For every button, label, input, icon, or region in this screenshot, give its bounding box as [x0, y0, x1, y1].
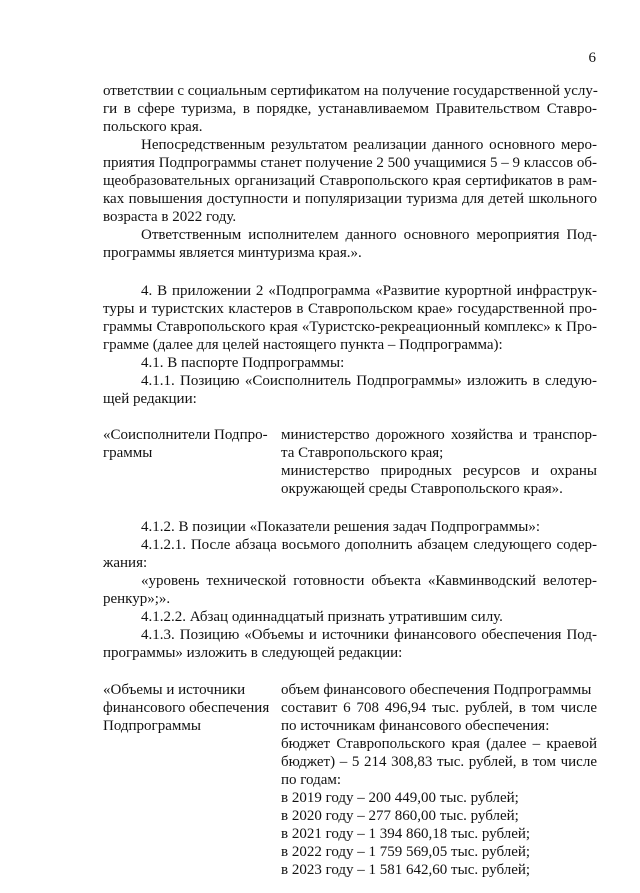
passport-value: министерство дорожного хозяйства и транспор- та Ставропольского края; министерство природных ресурсов и охраны окружающей среды Ставропольского края».: [281, 427, 597, 497]
text-line: 4. В приложении 2 «Подпрограмма «Развитие курортной инфраструк-: [141, 283, 597, 299]
passport-value: объем финансового обеспечения Подпрограммы составит 6 708 496,94 тыс. рублей, в том числе по источникам финансового обеспечения: бюджет Ставропольского края (далее – краевой бюджет) – 5 214 308,83 тыс. рублей, в том числе по годам: в 2019 году – 200 449,00 тыс. рублей; в 2020 году – 277 860,00 тыс. рублей; в 2021 году – 1 394 860,18 тыс. рублей; в 2022 году – 1 759 569,05 тыс. рублей; в 2023 году – 1 581 642,60 тыс. рублей;: [281, 682, 597, 878]
text-line: граммы Ставропольского края «Туристско-рекреационный комплекс» к Про-: [103, 319, 597, 335]
passport-table-financing: [103, 681, 597, 879]
text-line: приятия Подпрограммы станет получение 2 500 учащимися 5 – 9 классов об-: [103, 155, 597, 171]
text-line: возраста в 2022 году.: [103, 209, 237, 225]
text-line: грамме (далее для целей настоящего пункта – Подпрограмма):: [103, 337, 503, 353]
passport-label: «Объемы и источники финансового обеспечения Подпрограммы: [103, 682, 270, 734]
text-line: щей редакции:: [103, 391, 197, 407]
text-line: 4.1. В паспорте Подпрограммы:: [141, 355, 345, 371]
text-line: программы» изложить в следующей редакции:: [103, 645, 403, 661]
text-line: польского края.: [103, 119, 203, 135]
text-line: 4.1.1. Позицию «Соисполнитель Подпрограммы» изложить в следую-: [141, 373, 597, 389]
document-body: [103, 82, 597, 879]
passport-table-coexecutors: [103, 426, 597, 498]
text-line: ренкур»;».: [103, 591, 171, 607]
text-line: туры и туристских кластеров в Ставропольском крае» государственной про-: [103, 301, 597, 317]
passport-label: «Соисполнители Подпро- граммы: [103, 427, 268, 461]
text-line: ответствии с социальным сертификатом на получение государственной услу-: [103, 83, 598, 99]
page-number: 6: [588, 50, 596, 66]
text-line: 4.1.2. В позиции «Показатели решения задач Подпрограммы»:: [141, 519, 541, 535]
text-line: 4.1.3. Позицию «Объемы и источники финансового обеспечения Под-: [141, 627, 597, 643]
text-line: ках повышения доступности и популяризации туризма для детей школьного: [103, 191, 597, 207]
text-line: Непосредственным результатом реализации данного основного меро-: [141, 137, 597, 153]
text-line: Ответственным исполнителем данного основного мероприятия Под-: [141, 227, 597, 243]
text-line: 4.1.2.1. После абзаца восьмого дополнить абзацем следующего содер-: [141, 537, 597, 553]
text-line: 4.1.2.2. Абзац одиннадцатый признать утратившим силу.: [141, 609, 503, 625]
text-line: ги в сфере туризма, в порядке, устанавливаемом Правительством Ставро-: [103, 101, 597, 117]
text-line: щеобразовательных организаций Ставропольского края сертификатов в рам-: [103, 173, 597, 189]
text-line: программы является минтуризма края.».: [103, 245, 362, 261]
text-line: «уровень технической готовности объекта «Кавминводский велотер-: [141, 573, 597, 589]
text-line: жания:: [103, 555, 148, 571]
